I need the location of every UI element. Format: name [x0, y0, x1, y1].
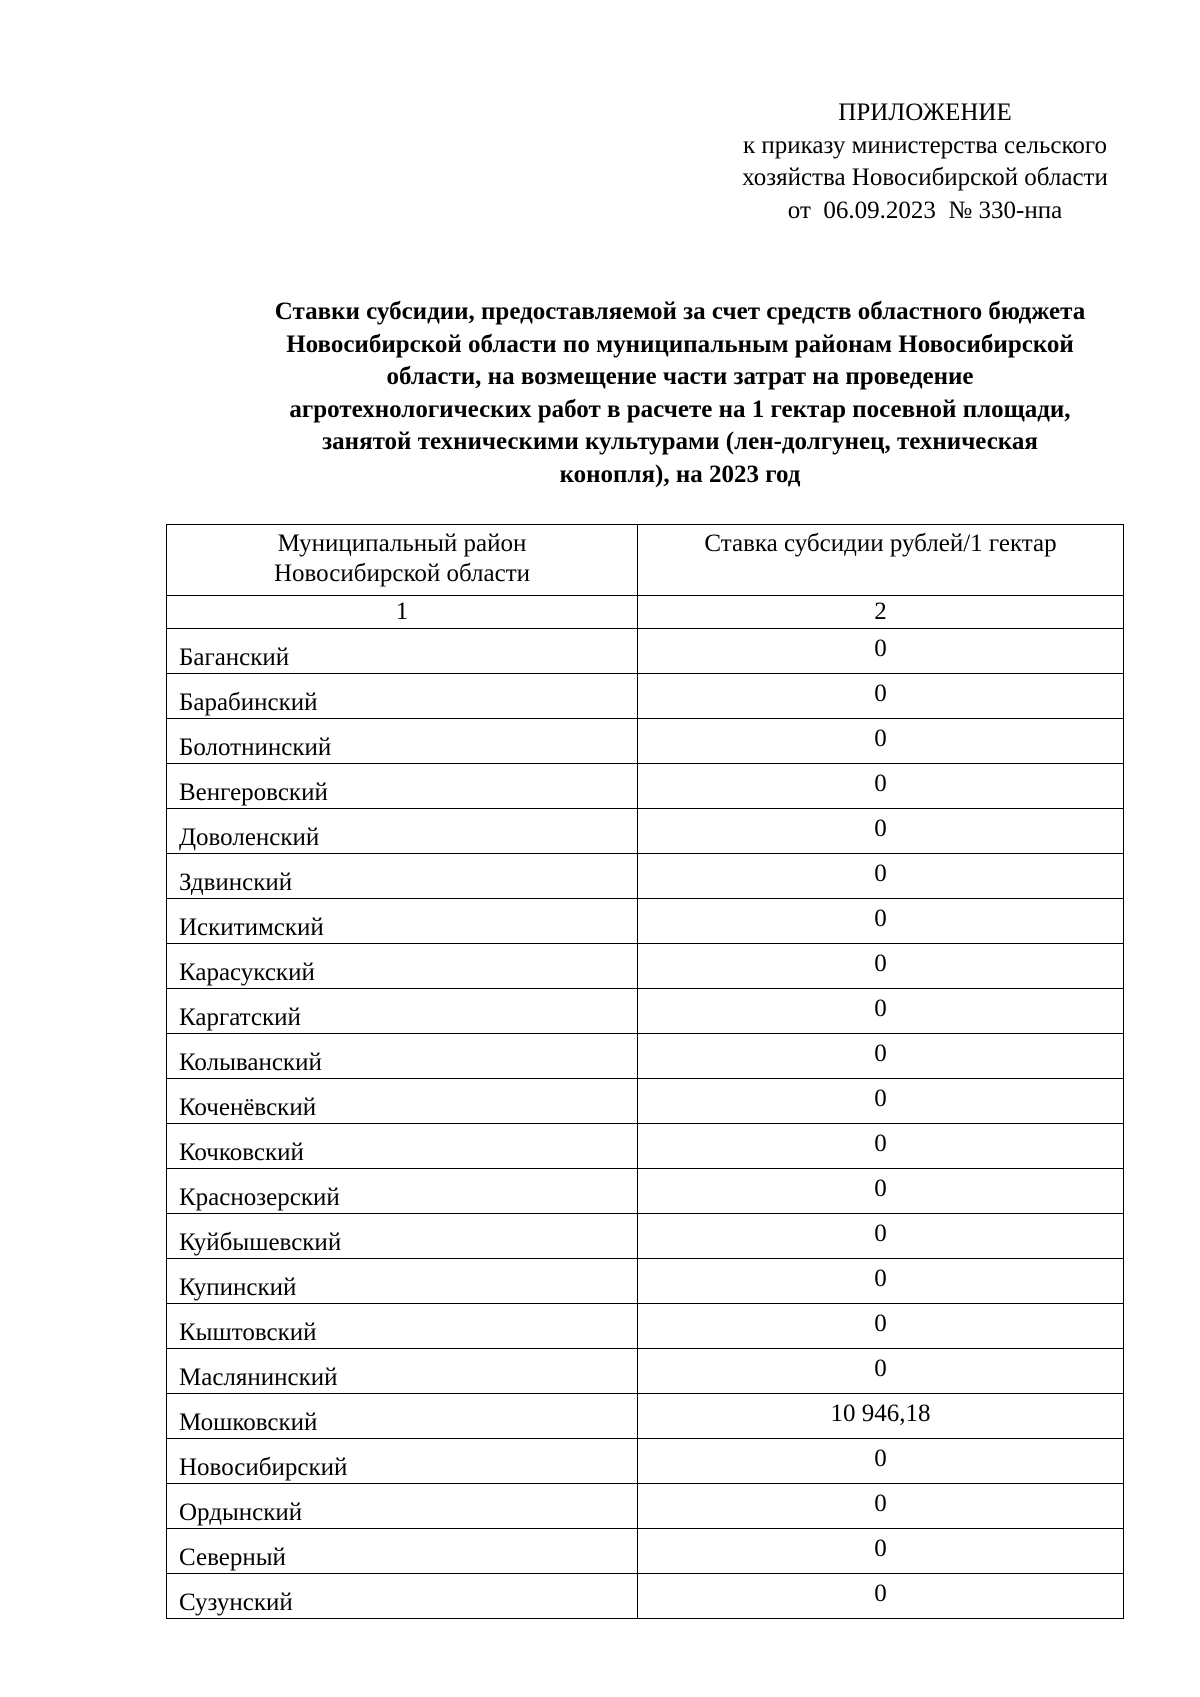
table-row	[167, 629, 1124, 674]
table-row	[167, 719, 1124, 764]
subsidy-rate: 0	[638, 989, 1124, 1034]
table-row	[167, 1169, 1124, 1214]
document-title	[200, 296, 1160, 491]
district-name: Болотнинский	[167, 719, 638, 764]
district-name: Венгеровский	[167, 764, 638, 809]
subsidy-rate: 0	[638, 1484, 1124, 1529]
subsidy-rate: 0	[638, 719, 1124, 764]
district-name: Кочковский	[167, 1124, 638, 1169]
table-header-row	[167, 525, 1124, 596]
district-name: Купинский	[167, 1259, 638, 1304]
appendix-line: хозяйства Новосибирской области	[742, 164, 1108, 191]
subsidy-rate: 0	[638, 1169, 1124, 1214]
subsidy-rate: 0	[638, 899, 1124, 944]
subsidy-rate: 0	[638, 674, 1124, 719]
subsidy-rate: 0	[638, 1439, 1124, 1484]
subsidy-rate: 0	[638, 854, 1124, 899]
table-row	[167, 1259, 1124, 1304]
table-row	[167, 854, 1124, 899]
district-name: Новосибирский	[167, 1439, 638, 1484]
table-row	[167, 1574, 1124, 1619]
subsidy-rate: 0	[638, 1259, 1124, 1304]
subsidy-rate: 0	[638, 1349, 1124, 1394]
district-name: Барабинский	[167, 674, 638, 719]
district-name: Каргатский	[167, 989, 638, 1034]
table-row	[167, 1529, 1124, 1574]
subsidy-rate: 0	[638, 1079, 1124, 1124]
subsidy-rate: 0	[638, 629, 1124, 674]
appendix-block	[700, 97, 1150, 227]
appendix-line: к приказу министерства сельского	[742, 131, 1107, 159]
table-row	[167, 899, 1124, 944]
subsidy-rate: 0	[638, 809, 1124, 854]
subsidy-rate: 0	[638, 1574, 1124, 1619]
district-name: Баганский	[167, 629, 638, 674]
table-row	[167, 989, 1124, 1034]
header-district	[167, 525, 638, 596]
subsidy-rate: 10 946,18	[638, 1394, 1124, 1439]
table-row	[167, 1439, 1124, 1484]
district-name: Доволенский	[167, 809, 638, 854]
subsidy-rate: 0	[638, 1304, 1124, 1349]
header-district-line: Новосибирской области	[273, 560, 531, 587]
district-name: Мошковский	[167, 1394, 638, 1439]
subsidy-rate: 0	[638, 1214, 1124, 1259]
table-row	[167, 1034, 1124, 1079]
subsidy-rates-table	[166, 524, 1124, 1619]
district-name: Коченёвский	[167, 1079, 638, 1124]
table-row	[167, 1304, 1124, 1349]
district-name: Ордынский	[167, 1484, 638, 1529]
column-numbering-row	[167, 596, 1124, 629]
table-row	[167, 674, 1124, 719]
subsidy-rate: 0	[638, 1124, 1124, 1169]
table-row	[167, 1484, 1124, 1529]
header-district-line: Муниципальный район	[277, 530, 527, 557]
table-row	[167, 1394, 1124, 1439]
appendix-order-date: от 06.09.2023 № 330-нпа	[787, 196, 1063, 224]
appendix-heading: ПРИЛОЖЕНИЕ	[838, 99, 1012, 126]
district-name: Краснозерский	[167, 1169, 638, 1214]
table-row	[167, 944, 1124, 989]
district-name: Кыштовский	[167, 1304, 638, 1349]
table-row	[167, 809, 1124, 854]
title-line: занятой техническими культурами (лен-долгунец, техническая	[322, 428, 1038, 455]
title-line: Ставки субсидии, предоставляемой за счет средств областного бюджета	[274, 298, 1086, 325]
district-name: Маслянинский	[167, 1349, 638, 1394]
district-name: Сузунский	[167, 1574, 638, 1619]
title-line: области, на возмещение части затрат на проведение	[386, 363, 974, 390]
subsidy-rate: 0	[638, 944, 1124, 989]
column-number: 2	[638, 596, 1124, 629]
subsidy-rate: 0	[638, 764, 1124, 809]
title-line: конопля), на 2023 год	[559, 460, 801, 488]
district-name: Искитимский	[167, 899, 638, 944]
district-name: Карасукский	[167, 944, 638, 989]
table-row	[167, 1124, 1124, 1169]
title-line: агротехнологических работ в расчете на 1 гектар посевной площади,	[289, 395, 1071, 423]
district-name: Северный	[167, 1529, 638, 1574]
table-row	[167, 1079, 1124, 1124]
table-row	[167, 1349, 1124, 1394]
district-name: Колыванский	[167, 1034, 638, 1079]
subsidy-rate: 0	[638, 1034, 1124, 1079]
title-line: Новосибирской области по муниципальным районам Новосибирской	[286, 330, 1074, 358]
district-name: Куйбышевский	[167, 1214, 638, 1259]
table-row	[167, 1214, 1124, 1259]
column-number: 1	[167, 596, 638, 629]
table-row	[167, 764, 1124, 809]
header-rate: Ставка субсидии рублей/1 гектар	[638, 525, 1124, 596]
district-name: Здвинский	[167, 854, 638, 899]
subsidy-rate: 0	[638, 1529, 1124, 1574]
